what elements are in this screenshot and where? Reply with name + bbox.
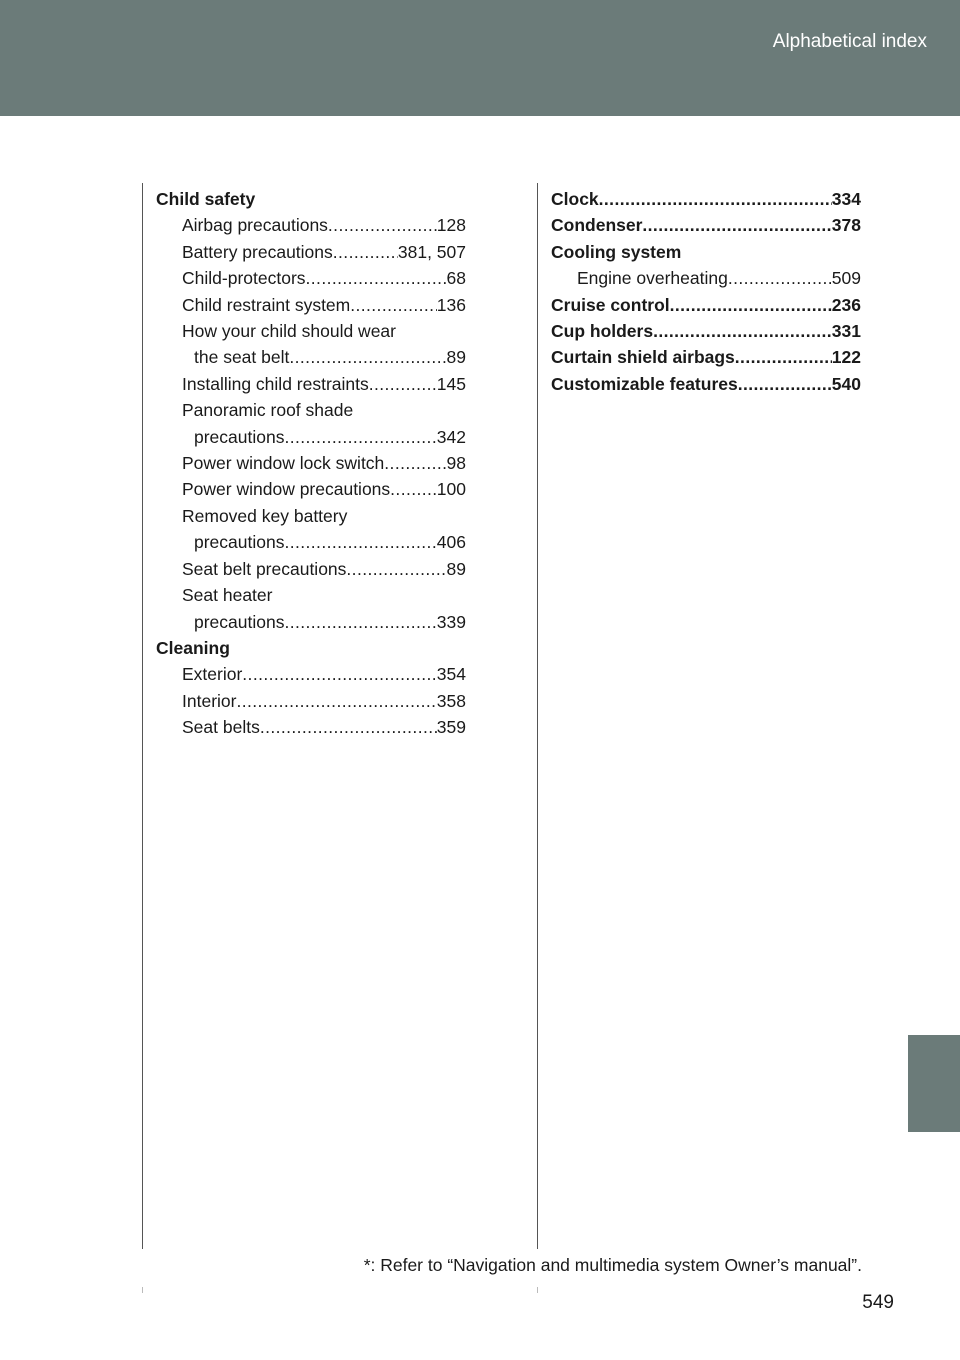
dot-leader bbox=[369, 371, 437, 397]
page-reference: 378 bbox=[831, 215, 861, 236]
index-heading: Cooling system bbox=[551, 241, 682, 262]
index-subheading: How your child should wear bbox=[182, 321, 396, 342]
section-tab-marker bbox=[908, 1035, 960, 1132]
column-rule-middle bbox=[537, 183, 538, 1249]
page-reference: 98 bbox=[446, 453, 466, 474]
index-entry bbox=[551, 318, 861, 344]
dot-leader bbox=[599, 186, 832, 212]
index-entry bbox=[156, 265, 466, 291]
page-reference: 128 bbox=[436, 215, 466, 236]
index-heading: Cleaning bbox=[156, 637, 230, 658]
index-entry bbox=[156, 714, 466, 740]
page-reference: 136 bbox=[436, 294, 466, 315]
dot-leader bbox=[289, 344, 446, 370]
page-reference: 100 bbox=[436, 479, 466, 500]
page-reference: 89 bbox=[446, 347, 466, 368]
dot-leader bbox=[333, 239, 398, 265]
index-entry bbox=[156, 344, 466, 370]
page-reference: 358 bbox=[436, 690, 466, 711]
index-term: Seat belt precautions bbox=[182, 558, 347, 579]
index-entry bbox=[156, 424, 466, 450]
index-term: the seat belt bbox=[194, 347, 290, 368]
page-reference: 381, 507 bbox=[397, 241, 466, 262]
page-reference: 122 bbox=[831, 347, 861, 368]
index-term: Power window lock switch bbox=[182, 453, 385, 474]
dot-leader bbox=[738, 371, 832, 397]
dot-leader bbox=[642, 212, 831, 238]
index-entry bbox=[156, 661, 466, 687]
page-reference: 354 bbox=[436, 664, 466, 685]
dot-leader bbox=[735, 344, 832, 370]
page-reference: 339 bbox=[436, 611, 466, 632]
index-term: Seat belts bbox=[182, 717, 260, 738]
index-term: Exterior bbox=[182, 664, 243, 685]
index-entry bbox=[156, 292, 466, 318]
index-entry bbox=[551, 371, 861, 397]
page-reference: 406 bbox=[436, 532, 466, 553]
page-number: 549 bbox=[862, 1292, 894, 1313]
dot-leader bbox=[284, 529, 436, 555]
column-tick-left bbox=[142, 1287, 143, 1293]
dot-leader bbox=[346, 556, 446, 582]
page-reference: 342 bbox=[436, 426, 466, 447]
footnote: *: Refer to “Navigation and multimedia system Owner’s manual”. bbox=[363, 1255, 862, 1275]
dot-leader bbox=[670, 292, 832, 318]
index-term: precautions bbox=[194, 426, 285, 447]
page-reference: 540 bbox=[831, 373, 861, 394]
index-term: Airbag precautions bbox=[182, 215, 328, 236]
index-entry bbox=[156, 476, 466, 502]
index-term: Power window precautions bbox=[182, 479, 391, 500]
page-reference: 89 bbox=[446, 558, 466, 579]
index-term: Installing child restraints bbox=[182, 373, 369, 394]
index-column-right bbox=[551, 186, 861, 397]
dot-leader bbox=[653, 318, 832, 344]
dot-leader bbox=[384, 450, 446, 476]
index-entry bbox=[551, 186, 861, 212]
index-entry bbox=[156, 556, 466, 582]
index-entry bbox=[156, 609, 466, 635]
index-term: Child-protectors bbox=[182, 268, 306, 289]
page-reference: 68 bbox=[446, 268, 466, 289]
index-entry bbox=[551, 265, 861, 291]
page-reference: 334 bbox=[831, 189, 861, 209]
index-entry bbox=[156, 450, 466, 476]
header-band bbox=[0, 0, 960, 116]
dot-leader bbox=[284, 424, 436, 450]
index-subheading: Removed key battery bbox=[182, 505, 348, 526]
page-reference: 509 bbox=[831, 268, 861, 289]
index-entry bbox=[156, 529, 466, 555]
index-entry bbox=[156, 239, 466, 265]
page-reference: 359 bbox=[436, 717, 466, 738]
index-term: precautions bbox=[194, 532, 285, 553]
index-entry bbox=[551, 292, 861, 318]
dot-leader bbox=[284, 609, 436, 635]
dot-leader bbox=[728, 265, 832, 291]
column-tick-middle bbox=[537, 1287, 538, 1293]
page-reference: 145 bbox=[436, 373, 466, 394]
index-term: Customizable features bbox=[551, 373, 738, 394]
index-term: Condenser bbox=[551, 215, 643, 236]
dot-leader bbox=[350, 292, 437, 318]
page-reference: 331 bbox=[831, 321, 861, 342]
column-rule-left bbox=[142, 183, 143, 1249]
dot-leader bbox=[328, 212, 437, 238]
index-term: Interior bbox=[182, 690, 237, 711]
index-heading: Child safety bbox=[156, 189, 256, 209]
index-subheading: Panoramic roof shade bbox=[182, 400, 354, 421]
page-reference: 236 bbox=[831, 294, 861, 315]
dot-leader bbox=[306, 265, 447, 291]
section-title: Alphabetical index bbox=[772, 31, 927, 52]
index-entry bbox=[156, 212, 466, 238]
index-term: precautions bbox=[194, 611, 285, 632]
index-term: Cup holders bbox=[551, 321, 654, 342]
dot-leader bbox=[390, 476, 437, 502]
index-term: Engine overheating bbox=[577, 268, 728, 289]
dot-leader bbox=[260, 714, 437, 740]
index-subheading: Seat heater bbox=[182, 585, 273, 606]
index-entry bbox=[156, 371, 466, 397]
index-term: Battery precautions bbox=[182, 241, 333, 262]
dot-leader bbox=[236, 688, 436, 714]
index-term: Child restraint system bbox=[182, 294, 351, 315]
index-term: Cruise control bbox=[551, 294, 670, 315]
dot-leader bbox=[242, 661, 437, 687]
index-entry bbox=[551, 212, 861, 238]
index-column-left bbox=[156, 186, 466, 741]
index-term: Clock bbox=[551, 189, 599, 209]
index-term: Curtain shield airbags bbox=[551, 347, 735, 368]
index-entry bbox=[551, 344, 861, 370]
index-entry bbox=[156, 688, 466, 714]
